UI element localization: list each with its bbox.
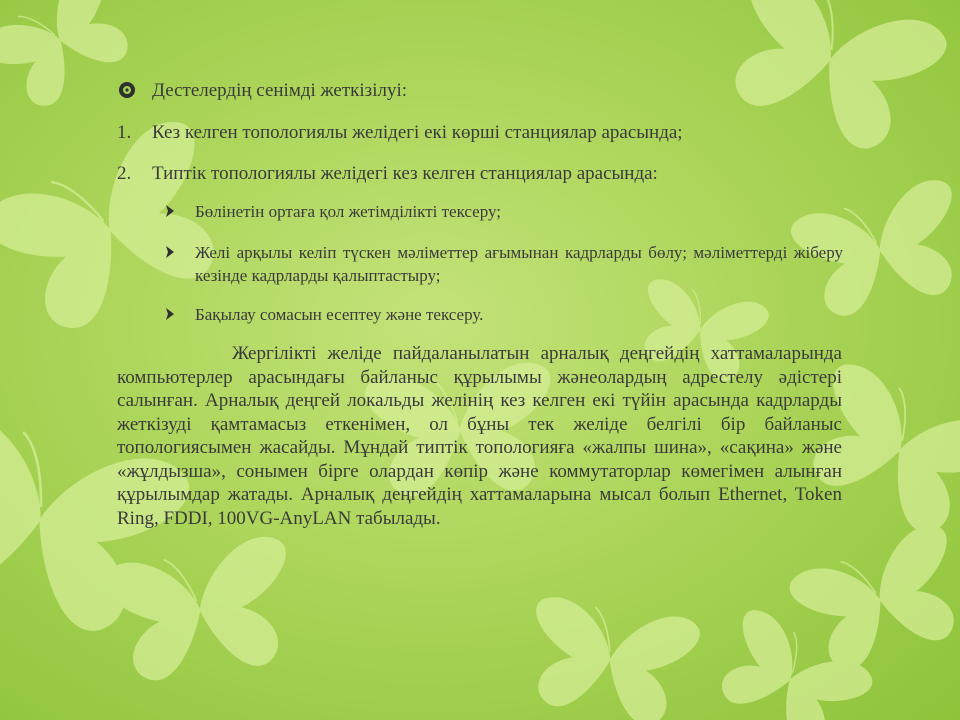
list-item: Типтік топологиялы желідегі кез келген станциялар арасында: — [152, 163, 658, 184]
list-number: 2. — [117, 163, 132, 184]
sub-item: Бөлінетін ортаға қол жетімділікті тексеру; — [195, 202, 501, 221]
body-paragraph: Жергілікті желіде пайдаланылатын арналық деңгейдің хаттамаларында компьютерлер арасындағы байланыс құрылымы жәнеолардың адрестелу әдістері салынған. Арналық деңгей локальды желінің кез келген екі түйін арасында кадрларды жеткізуді қамтамасыз еткенімен, ол бұны тек желіде белгілі бір байланыс топологиясымен жасайды. Мұндай типтік топологияға «жалпы шина», «сақина» және «жұлдызша», сонымен бірге олардан көпір және коммутаторлар көмегімен алынған құрылымдар жатады. Арналық деңгейдің хаттамаларына мысал болып Ethernet, Token Ring, FDDI, 100VG-AnyLAN табылады. — [117, 343, 842, 529]
list-number: 1. — [117, 122, 132, 143]
flower-bullet-icon — [118, 81, 136, 99]
sub-item: Желі арқылы келіп түскен мәліметтер ағымынан кадрларды бөлу; мәліметтерді жіберу кезінде кадрларды қалыптастыру; — [195, 243, 843, 285]
chevron-right-icon — [164, 307, 176, 321]
slide-heading: Дестелердің сенімді жеткізілуі: — [152, 80, 408, 101]
chevron-right-icon — [164, 245, 176, 259]
sub-item: Бақылау сомасын есептеу және тексеру. — [195, 305, 484, 324]
list-item: Кез келген топологиялы желідегі екі көрші станциялар арасында; — [152, 122, 683, 143]
chevron-right-icon — [164, 204, 176, 218]
